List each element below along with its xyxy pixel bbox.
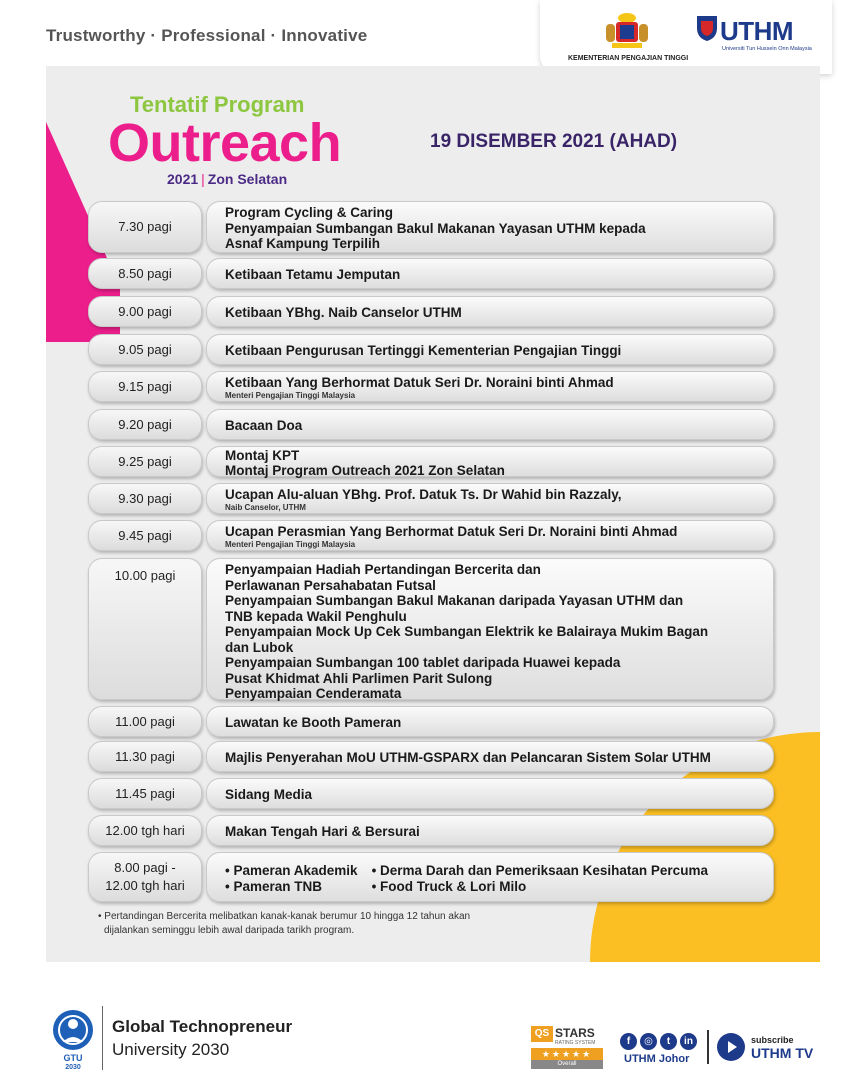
- title-separator: |: [201, 171, 205, 187]
- row-line: Ketibaan YBhg. Naib Canselor UTHM: [225, 305, 462, 321]
- row-line: Bacaan Doa: [225, 418, 303, 434]
- footnote: • Pertandingan Bercerita melibatkan kanak-kanak berumur 10 hingga 12 tahun akan dijalankan seminggu lebih awal daripada tarikh program.: [98, 911, 471, 936]
- row-content: [206, 446, 774, 477]
- row-line: Majlis Penyerahan MoU UTHM-GSPARX dan Pelancaran Sistem Solar UTHM: [225, 750, 711, 766]
- row-time: 7.30 pagi: [88, 201, 202, 253]
- row-content: [206, 483, 774, 514]
- title-year: 2021: [167, 171, 199, 187]
- row-line: Ucapan Alu-aluan YBhg. Prof. Datuk Ts. Dr Wahid bin Razzaly,: [225, 487, 622, 503]
- row-content: [206, 815, 774, 846]
- svg-text:GTU: GTU: [63, 1053, 83, 1063]
- row-note: Menteri Pengajian Tinggi Malaysia: [225, 539, 356, 549]
- row-line: Ketibaan Tetamu Jemputan: [225, 267, 401, 283]
- bullet-item: • Pameran TNB: [225, 879, 358, 895]
- row-time: 11.00 pagi: [88, 706, 202, 737]
- row-time: 9.00 pagi: [88, 296, 202, 327]
- qs-tag: QS: [531, 1026, 553, 1042]
- gtu-logo-icon: [50, 1006, 96, 1070]
- youtube-icon[interactable]: [717, 1033, 745, 1061]
- row-line: Perlawanan Persahabatan Futsal: [225, 577, 436, 593]
- row-line: Penyampaian Hadiah Pertandingan Bercerita dan: [225, 562, 541, 577]
- tagline: Trustworthy · Professional · Innovative: [46, 26, 368, 45]
- qs-rating-label: RATING SYSTEM: [555, 1040, 596, 1046]
- uthm-shield-icon: [696, 14, 718, 42]
- title-zone-name: Zon Selatan: [207, 171, 288, 187]
- qs-star-band: ★★★★★: [531, 1048, 603, 1060]
- bullet-column-right: [372, 863, 708, 894]
- qs-stars-badge: [531, 1026, 603, 1070]
- uthm-subtitle: Universiti Tun Hussein Onn Malaysia: [722, 46, 812, 52]
- row-line: dan Lubok: [225, 639, 294, 655]
- row-content: [206, 852, 774, 902]
- instagram-icon[interactable]: ◎: [640, 1033, 657, 1050]
- row-line: Montaj KPT: [225, 447, 300, 463]
- row-content: [206, 258, 774, 289]
- social-label: UTHM Johor: [624, 1053, 690, 1065]
- facebook-icon[interactable]: f: [620, 1033, 637, 1050]
- uthm-wordmark: UTHM: [720, 16, 794, 46]
- row-line: Penyampaian Cenderamata: [225, 686, 402, 701]
- bullet-column-left: [225, 863, 358, 894]
- row-line: Ucapan Perasmian Yang Berhormat Datuk Seri Dr. Noraini binti Ahmad: [225, 524, 678, 540]
- row-line: Penyampaian Sumbangan 100 tablet daripada Huawei kepada: [225, 655, 621, 670]
- row-line: Ketibaan Pengurusan Tertinggi Kementerian Pengajian Tinggi: [225, 343, 622, 359]
- row-time: 8.50 pagi: [88, 258, 202, 289]
- bullet-item: • Pameran Akademik: [225, 863, 358, 879]
- bullet-item: • Derma Darah dan Pemeriksaan Kesihatan Percuma: [372, 863, 708, 879]
- row-line: Penyampaian Sumbangan Bakul Makanan Yayasan UTHM kepada: [225, 220, 646, 236]
- gtu-subtitle: University 2030: [112, 1040, 230, 1059]
- row-time: 12.00 tgh hari: [88, 815, 202, 846]
- row-line: Program Cycling & Caring: [225, 205, 394, 221]
- row-time: 9.45 pagi: [88, 520, 202, 551]
- row-line: Asnaf Kampung Terpilih: [225, 236, 381, 252]
- event-date: 19 DISEMBER 2021 (AHAD): [430, 131, 678, 152]
- row-content: [206, 558, 774, 700]
- gtu-title: Global Technopreneur: [112, 1017, 293, 1036]
- gtu-divider: [102, 1006, 103, 1070]
- row-time: 9.20 pagi: [88, 409, 202, 440]
- row-content: [206, 778, 774, 809]
- kpt-label: KEMENTERIAN PENGAJIAN TINGGI: [568, 55, 689, 62]
- row-note: Naib Canselor, UTHM: [225, 502, 306, 512]
- row-time: 11.45 pagi: [88, 778, 202, 809]
- title-main: Outreach: [108, 113, 342, 173]
- row-line: Makan Tengah Hari & Bersurai: [225, 824, 420, 840]
- row-line: Pusat Khidmat Ahli Parlimen Parit Sulong: [225, 670, 493, 686]
- qs-stars-word: STARS: [555, 1026, 595, 1040]
- row-note: Menteri Pengajian Tinggi Malaysia: [225, 390, 356, 400]
- bullet-item: • Food Truck & Lori Milo: [372, 879, 708, 895]
- title-subheading: Tentatif Program: [130, 92, 305, 117]
- row-content: [206, 334, 774, 365]
- row-content: [206, 706, 774, 737]
- row-line: TNB kepada Wakil Penghulu: [225, 608, 407, 624]
- kpt-crest-icon: [604, 10, 650, 50]
- row-line: Lawatan ke Booth Pameran: [225, 715, 402, 731]
- row-time: 8.00 pagi - 12.00 tgh hari: [88, 852, 202, 902]
- row-line: Penyampaian Sumbangan Bakul Makanan daripada Yayasan UTHM dan: [225, 593, 684, 608]
- row-content: [206, 371, 774, 402]
- linkedin-icon[interactable]: in: [680, 1033, 697, 1050]
- row-content: [206, 201, 774, 253]
- row-content: [206, 741, 774, 772]
- row-time: 9.25 pagi: [88, 446, 202, 477]
- row-time: 9.30 pagi: [88, 483, 202, 514]
- row-time: 11.30 pagi: [88, 741, 202, 772]
- social-icons: [620, 1033, 697, 1050]
- youtube-subscribe-text: subscribe: [751, 1035, 794, 1045]
- row-content: [206, 296, 774, 327]
- svg-text:2030: 2030: [65, 1064, 81, 1070]
- row-time: 9.05 pagi: [88, 334, 202, 365]
- row-line: Sidang Media: [225, 787, 313, 803]
- row-time: 9.15 pagi: [88, 371, 202, 402]
- bullet-columns: [225, 863, 763, 894]
- social-divider: [707, 1030, 709, 1064]
- row-line: Ketibaan Yang Berhormat Datuk Seri Dr. Noraini binti Ahmad: [225, 375, 614, 391]
- logo-box: [540, 0, 832, 74]
- row-line: Penyampaian Mock Up Cek Sumbangan Elektrik ke Balairaya Mukim Bagan: [225, 624, 709, 639]
- row-content: [206, 520, 774, 551]
- title-zone: [167, 171, 287, 187]
- youtube-channel-name[interactable]: UTHM TV: [751, 1045, 814, 1061]
- twitter-icon[interactable]: t: [660, 1033, 677, 1050]
- row-line: Montaj Program Outreach 2021 Zon Selatan: [225, 463, 505, 478]
- row-content: [206, 409, 774, 440]
- qs-overall-label: Overall: [531, 1060, 603, 1069]
- row-time: 10.00 pagi: [88, 558, 202, 700]
